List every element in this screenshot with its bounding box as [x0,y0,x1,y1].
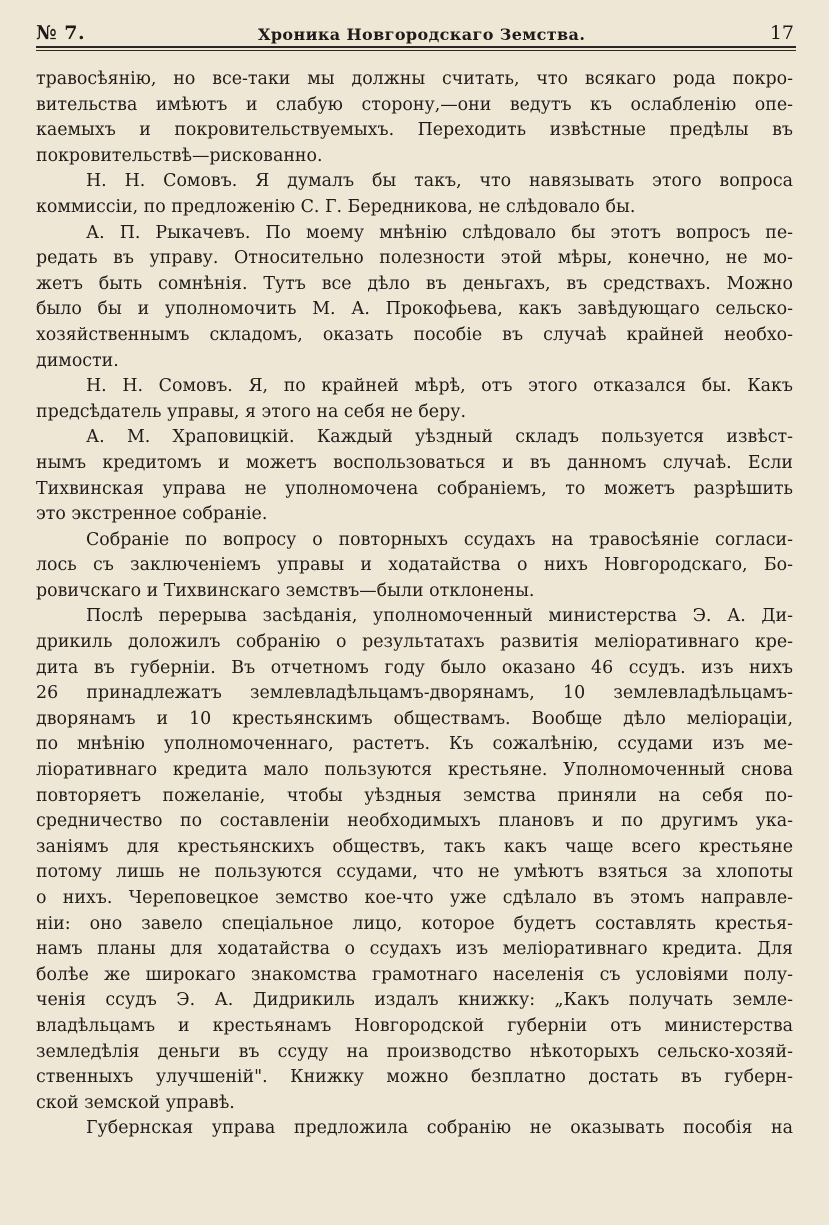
text-line: повторяетъ пожеланіе, чтобы уѣздныя земства приняли на себя по- [36,785,793,806]
text-line: 26 принадлежатъ землевладѣльцамъ-дворянамъ, 10 землевладѣльцамъ- [36,683,793,704]
text-line: травосѣянію, но все-таки мы должны считать, что всякаго рода покро- [36,69,793,89]
text-line: дрикиль доложилъ собранію о результатахъ развитія меліоративнаго кре- [36,632,793,653]
text-line: это экстренное собраніе. [36,504,268,525]
text-line: редать въ управу. Относительно полезности этой мѣры, конечно, не мо- [36,248,793,269]
text-line: о нихъ. Череповецкое земство кое-что уже сдѣлало въ этомъ направле- [36,888,793,908]
text-line: ровичскаго и Тихвинскаго земствъ—были отклонены. [36,580,535,601]
text-line: заніямъ для крестьянскихъ обществъ, такъ какъ чаще всего крестьяне [36,836,793,857]
text-line: покровительствѣ—рискованно. [36,145,323,166]
text-line: ственныхъ улучшеній". Книжку можно безплатно достать въ губерн- [36,1067,793,1088]
text-line: по мнѣнію уполномоченнаго, растетъ. Къ сожалѣнію, ссудами изъ ме- [36,734,793,755]
body-text [36,67,793,1142]
text-line: было бы и уполномочить М. А. Прокофьева, какъ завѣдующаго сельско- [36,299,793,320]
text-line: нымъ кредитомъ и можетъ воспользоваться и въ данномъ случаѣ. Если [36,452,793,473]
text-line: димости. [36,350,119,371]
text-line: Послѣ перерыва засѣданія, уполномоченный министерства Э. А. Ди- [86,606,793,627]
header-rule-thin [36,50,796,51]
text-line: коммиссіи, по предложенію С. Г. Бередникова, не слѣдовало бы. [36,196,636,217]
text-line: хозяйственнымъ складомъ, оказать пособіе въ случаѣ крайней необхо- [36,324,793,345]
text-line: земледѣлія деньги въ ссуду на производство нѣкоторыхъ сельско-хозяй- [36,1041,793,1062]
text-line: А. П. Рыкачевъ. По моему мнѣнію слѣдовало бы этотъ вопросъ пе- [86,222,793,243]
text-line: намъ планы для ходатайства о ссудахъ изъ меліоративнаго кредита. Для [36,939,793,960]
text-line: средничество по составленіи необходимыхъ плановъ и по другимъ ука- [36,811,793,832]
page-number: 17 [769,22,794,44]
text-line: Губернская управа предложила собранію не оказывать пособія на [86,1118,793,1139]
text-line: болѣе же широкаго знакомства грамотнаго населенія съ условіями полу- [36,964,793,985]
running-header [36,16,796,50]
text-line: ченія ссудъ Э. А. Дидрикиль издалъ книжку: „Какъ получать земле- [36,990,793,1011]
header-rule-thick [36,46,796,48]
text-line: Н. Н. Сомовъ. Я думалъ бы такъ, что навязывать этого вопроса [86,171,793,192]
text-line: Н. Н. Сомовъ. Я, по крайней мѣрѣ, отъ этого отказался бы. Какъ [86,376,793,397]
issue-number: № 7. [36,22,86,44]
text-line: А. М. Храповицкій. Каждый уѣздный складъ пользуется извѣст- [86,427,793,448]
text-line: потому лишь не пользуются ссудами, что не умѣютъ взяться за хлопоты [36,862,793,883]
text-line: владѣльцамъ и крестьянамъ Новгородской губерніи отъ министерства [36,1015,793,1036]
text-line: ніи: оно завело спеціальное лицо, которое будетъ составлять крестья- [36,913,793,934]
text-line: дворянамъ и 10 крестьянскимъ обществамъ. Вообще дѣло мелioраціи, [36,708,793,729]
text-line: Собраніе по вопросу о повторныхъ ссудахъ на травосѣяніе согласи- [86,529,793,550]
text-line: жетъ быть сомнѣнія. Тутъ все дѣло въ деньгахъ, въ средствахъ. Можно [36,273,793,294]
text-line: предсѣдатель управы, я этого на себя не беру. [36,401,466,422]
text-line: вительства имѣютъ и слабую сторону,—они ведутъ къ ослабленію опе- [36,94,793,115]
text-line: ской земской управѣ. [36,1092,235,1113]
text-line: каемыхъ и покровительствуемыхъ. Переходить извѣстные предѣлы въ [36,120,793,141]
text-line: Тихвинская управа не уполномочена собраніемъ, то можетъ разрѣшить [36,478,793,499]
text-line: дита въ губерніи. Въ отчетномъ году было оказано 46 ссудъ. изъ нихъ [36,657,793,678]
text-line: лось съ заключеніемъ управы и ходатайства о нихъ Новгородскаго, Бо- [36,555,793,576]
text-line: ліоративнаго кредита мало пользуются крестьяне. Уполномоченный снова [36,760,793,781]
running-title: Хроника Новгородскаго Земства. [258,25,586,44]
